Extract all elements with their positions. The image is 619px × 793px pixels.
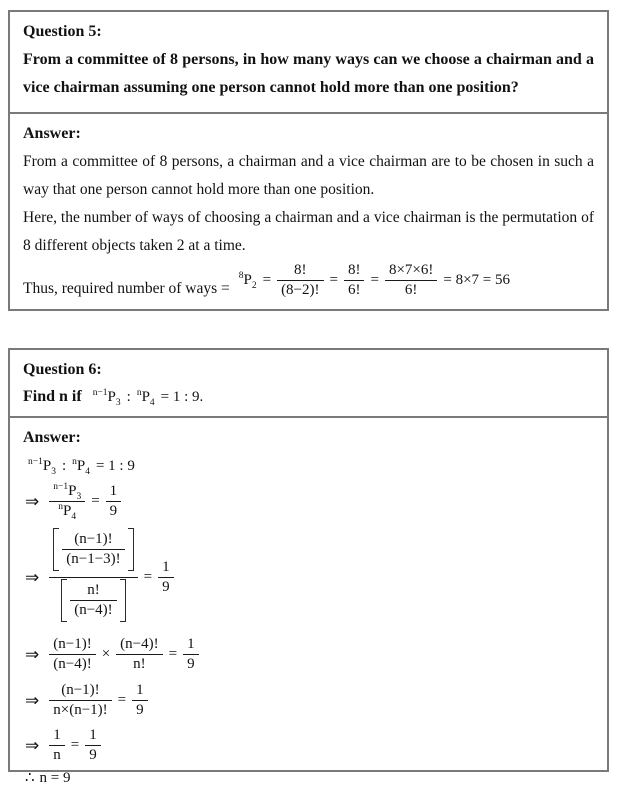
question5-answer-para1: From a committee of 8 persons, a chairman and a vice chairman are to be chosen in such a way that one person cannot hold more than one position. bbox=[23, 153, 594, 198]
fraction-denominator: 9 bbox=[136, 702, 144, 718]
perm-presup: n−1 bbox=[28, 457, 43, 467]
fraction-denominator: 9 bbox=[109, 503, 118, 519]
fraction-numerator: (n−1)! bbox=[62, 531, 124, 550]
implies-arrow: ⇒ bbox=[25, 735, 40, 755]
right-bracket bbox=[128, 528, 134, 571]
equals-sign: = bbox=[70, 737, 80, 753]
question5-header bbox=[10, 12, 607, 112]
fraction-numerator: 1 bbox=[49, 727, 65, 746]
bracketed-fraction bbox=[61, 579, 125, 622]
line2-expression bbox=[46, 483, 124, 520]
question5-answer-section bbox=[10, 112, 607, 309]
question5-formula-row bbox=[23, 262, 594, 303]
question5-answer-para2: Here, the number of ways of choosing a chairman and a vice chairman is the permutation of 8 different objects taken 2 at a time. bbox=[23, 209, 594, 254]
big-fraction bbox=[49, 528, 137, 627]
fraction-rhs bbox=[106, 483, 122, 520]
fraction-numerator: (n−4)! bbox=[116, 636, 162, 655]
question6-answer-label: Answer: bbox=[23, 429, 81, 446]
fraction-numerator: 1 bbox=[106, 483, 122, 502]
perm-base: P bbox=[42, 458, 52, 474]
question5-box bbox=[8, 10, 609, 311]
fraction-denominator: (n−4)! bbox=[53, 656, 92, 672]
fraction bbox=[277, 262, 323, 299]
big-fraction-denominator bbox=[49, 578, 137, 627]
implies-arrow: ⇒ bbox=[25, 491, 40, 511]
question6-find-prefix: Find n if bbox=[23, 388, 82, 405]
derivation-line-5 bbox=[25, 682, 594, 719]
fraction-denominator: (8−2)! bbox=[281, 282, 320, 298]
fraction-numerator: 1 bbox=[85, 727, 101, 746]
fraction bbox=[116, 636, 162, 673]
equals-sign: = bbox=[168, 646, 178, 662]
line5-expression bbox=[46, 682, 150, 719]
fraction-rhs bbox=[183, 636, 199, 673]
perm-sub: 3 bbox=[51, 467, 56, 477]
fraction bbox=[49, 682, 111, 719]
implies-arrow: ⇒ bbox=[25, 690, 40, 710]
fraction-denominator: 9 bbox=[162, 579, 170, 595]
fraction-numerator: 1 bbox=[158, 559, 174, 578]
perm-base: P bbox=[107, 388, 116, 405]
equals-sign: = bbox=[143, 569, 153, 585]
permutation-n-1P3 bbox=[93, 389, 121, 406]
formula-result: = 8×7 = 56 bbox=[443, 272, 511, 288]
question5-answer-label: Answer: bbox=[23, 125, 81, 142]
therefore-symbol: ∴ bbox=[25, 770, 35, 786]
equals-sign: = bbox=[329, 272, 338, 288]
fraction-numerator bbox=[49, 483, 85, 502]
fraction-numerator: (n−1)! bbox=[49, 636, 95, 655]
ratio-value: = 1 : 9 bbox=[95, 458, 135, 474]
final-answer: n = 9 bbox=[39, 770, 71, 786]
right-bracket bbox=[120, 579, 126, 622]
fraction-denominator: (n−1−3)! bbox=[66, 551, 121, 567]
fraction-denominator: n! bbox=[133, 656, 146, 672]
perm-base: P bbox=[76, 458, 86, 474]
ratio-colon: : bbox=[61, 458, 67, 474]
fraction bbox=[49, 727, 65, 764]
fraction-numerator: (n−1)! bbox=[49, 682, 111, 701]
implies-arrow: ⇒ bbox=[25, 567, 40, 587]
question6-title: Question 6: bbox=[23, 361, 102, 378]
perm-sub: 3 bbox=[76, 492, 82, 502]
fraction-rhs bbox=[132, 682, 148, 719]
perm-sub: 4 bbox=[71, 512, 77, 522]
fraction-denominator: n bbox=[53, 747, 61, 763]
derivation-line-4 bbox=[25, 636, 594, 673]
ratio-colon: : bbox=[126, 388, 131, 405]
question6-box bbox=[8, 348, 609, 786]
perm-sub: 2 bbox=[251, 281, 257, 291]
permutation-nP4 bbox=[137, 389, 155, 406]
perm-presup: 8 bbox=[238, 271, 244, 281]
equals-sign: = bbox=[262, 272, 272, 288]
equals-sign: = bbox=[370, 272, 379, 288]
fraction-numerator: 8×7×6! bbox=[385, 262, 437, 281]
perm-base: P bbox=[141, 388, 150, 405]
derivation-line-6 bbox=[25, 727, 594, 764]
fraction bbox=[49, 636, 95, 673]
perm-presup: n−1 bbox=[92, 387, 108, 398]
question6-answer-section bbox=[10, 416, 607, 793]
permutation-8P2 bbox=[239, 272, 257, 289]
derivation-line-3 bbox=[25, 528, 594, 627]
line1-expression bbox=[25, 458, 138, 475]
fraction-denominator: 6! bbox=[347, 282, 361, 298]
perm-base: P bbox=[243, 272, 252, 288]
line4-expression bbox=[46, 636, 201, 673]
derivation-line-1 bbox=[25, 458, 594, 475]
times-sign: × bbox=[101, 646, 111, 662]
perm-presup: n bbox=[72, 457, 77, 467]
fraction-denominator bbox=[49, 502, 85, 520]
question6-text bbox=[23, 388, 594, 406]
fraction-numerator: n! bbox=[70, 582, 116, 601]
fraction bbox=[385, 262, 437, 299]
permutation-nP4 bbox=[72, 458, 90, 475]
fraction-denominator: n×(n−1)! bbox=[53, 702, 108, 718]
fraction bbox=[49, 483, 85, 520]
perm-presup: n bbox=[58, 502, 64, 512]
left-bracket bbox=[53, 528, 59, 571]
fraction bbox=[344, 262, 365, 299]
bracketed-fraction bbox=[53, 528, 133, 571]
perm-sub: 4 bbox=[149, 397, 155, 408]
perm-base: P bbox=[68, 483, 77, 499]
left-bracket bbox=[61, 579, 67, 622]
fraction-denominator: 9 bbox=[89, 747, 97, 763]
derivation-line-7 bbox=[25, 768, 594, 787]
fraction-denominator: 9 bbox=[187, 656, 195, 672]
implies-arrow: ⇒ bbox=[25, 644, 40, 664]
question5-formula bbox=[236, 262, 513, 299]
fraction-rhs bbox=[85, 727, 101, 764]
perm-presup: n−1 bbox=[53, 482, 69, 492]
question6-condition bbox=[90, 389, 207, 406]
perm-base: P bbox=[63, 503, 72, 519]
question5-title: Question 5: bbox=[23, 23, 102, 40]
equals-sign: = bbox=[117, 692, 127, 708]
fraction-numerator: 8! bbox=[277, 262, 323, 281]
perm-sub: 3 bbox=[115, 397, 121, 408]
ratio-value: = 1 : 9. bbox=[160, 388, 204, 405]
fraction-rhs bbox=[158, 559, 174, 596]
permutation-n-1P3 bbox=[28, 458, 56, 475]
big-fraction-numerator bbox=[49, 528, 137, 578]
question5-text: From a committee of 8 persons, in how many ways can we choose a chairman and a vice chairman assuming one person cannot hold more than one position? bbox=[23, 51, 594, 96]
fraction-numerator: 1 bbox=[132, 682, 148, 701]
fraction-denominator: (n−4)! bbox=[74, 602, 113, 618]
derivation-line-2 bbox=[25, 483, 594, 520]
perm-presup: n bbox=[136, 387, 142, 398]
fraction-numerator: 8! bbox=[344, 262, 365, 281]
equals-sign: = bbox=[91, 493, 100, 509]
question5-thus-text: Thus, required number of ways = bbox=[23, 280, 230, 297]
question6-header bbox=[10, 350, 607, 416]
fraction-denominator: 6! bbox=[404, 282, 418, 298]
line3-expression bbox=[46, 528, 176, 627]
perm-sub: 4 bbox=[85, 467, 90, 477]
fraction-numerator: 1 bbox=[183, 636, 199, 655]
line6-expression bbox=[46, 727, 103, 764]
